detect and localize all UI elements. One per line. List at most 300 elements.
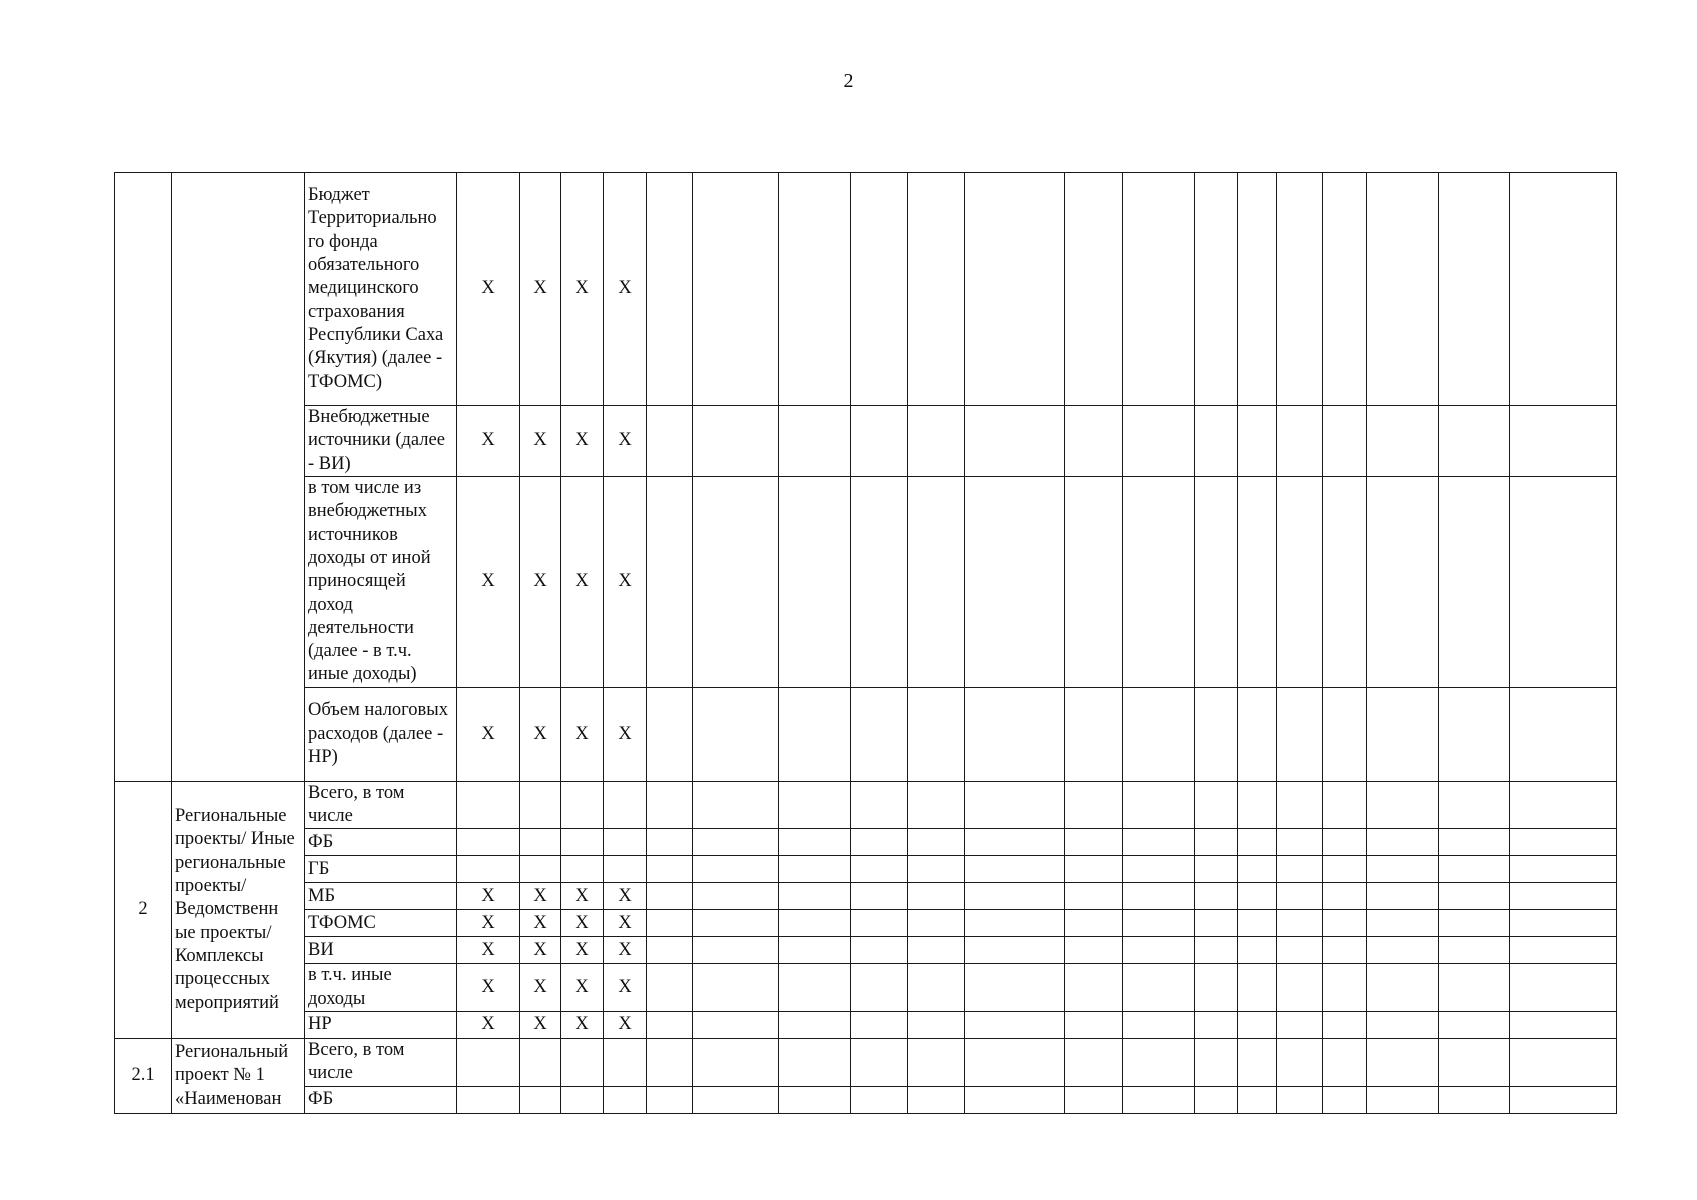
value-cell bbox=[1238, 687, 1277, 781]
value-cell bbox=[779, 781, 851, 829]
value-cell bbox=[1439, 173, 1510, 406]
value-cell bbox=[1510, 910, 1617, 937]
value-cell bbox=[1367, 1039, 1439, 1087]
table-row bbox=[115, 1012, 1617, 1039]
value-cell bbox=[1123, 1086, 1195, 1113]
table-row bbox=[115, 856, 1617, 883]
value-cell bbox=[1065, 883, 1123, 910]
value-cell bbox=[647, 829, 693, 856]
value-cell bbox=[779, 910, 851, 937]
value-cell bbox=[1238, 829, 1277, 856]
value-cell bbox=[1123, 829, 1195, 856]
value-cell bbox=[1323, 476, 1367, 687]
x-mark: X bbox=[561, 910, 604, 937]
value-cell bbox=[908, 406, 965, 477]
x-mark: X bbox=[457, 964, 520, 1012]
value-cell bbox=[1195, 1012, 1238, 1039]
value-cell bbox=[1277, 1086, 1323, 1113]
table-row bbox=[115, 883, 1617, 910]
value-cell bbox=[1367, 856, 1439, 883]
value-cell bbox=[693, 1086, 779, 1113]
value-cell bbox=[604, 781, 647, 829]
value-cell bbox=[1510, 173, 1617, 406]
value-cell bbox=[1323, 781, 1367, 829]
value-cell bbox=[457, 1039, 520, 1087]
value-cell bbox=[520, 856, 561, 883]
x-mark: X bbox=[520, 406, 561, 477]
value-cell bbox=[965, 687, 1065, 781]
value-cell bbox=[693, 406, 779, 477]
value-cell bbox=[908, 829, 965, 856]
value-cell bbox=[1367, 781, 1439, 829]
value-cell bbox=[1323, 883, 1367, 910]
value-cell bbox=[851, 937, 908, 964]
value-cell bbox=[1323, 829, 1367, 856]
value-cell bbox=[908, 781, 965, 829]
value-cell bbox=[1065, 1086, 1123, 1113]
value-cell bbox=[965, 476, 1065, 687]
source-cell: МБ bbox=[305, 883, 457, 910]
value-cell bbox=[908, 910, 965, 937]
value-cell bbox=[1195, 937, 1238, 964]
row-name-2: Региональные проекты/ Иные региональные проекты/ Ведомственн ые проекты/ Комплексы процессных мероприятий bbox=[172, 781, 305, 1038]
value-cell bbox=[647, 476, 693, 687]
x-mark: X bbox=[457, 910, 520, 937]
row-name-cell bbox=[172, 173, 305, 782]
value-cell bbox=[647, 781, 693, 829]
value-cell bbox=[1277, 937, 1323, 964]
value-cell bbox=[1238, 964, 1277, 1012]
value-cell bbox=[851, 856, 908, 883]
value-cell bbox=[1277, 687, 1323, 781]
value-cell bbox=[908, 687, 965, 781]
x-mark: X bbox=[457, 406, 520, 477]
value-cell bbox=[1065, 476, 1123, 687]
value-cell bbox=[965, 1039, 1065, 1087]
value-cell bbox=[1123, 1039, 1195, 1087]
value-cell bbox=[1123, 964, 1195, 1012]
value-cell bbox=[779, 1012, 851, 1039]
value-cell bbox=[965, 781, 1065, 829]
value-cell bbox=[851, 910, 908, 937]
value-cell bbox=[965, 937, 1065, 964]
value-cell bbox=[1065, 964, 1123, 1012]
value-cell bbox=[1065, 173, 1123, 406]
value-cell bbox=[457, 1086, 520, 1113]
value-cell bbox=[693, 687, 779, 781]
value-cell bbox=[1510, 1086, 1617, 1113]
value-cell bbox=[1238, 1012, 1277, 1039]
value-cell bbox=[1510, 937, 1617, 964]
value-cell bbox=[1439, 1039, 1510, 1087]
value-cell bbox=[647, 1039, 693, 1087]
value-cell bbox=[647, 1012, 693, 1039]
value-cell bbox=[1323, 964, 1367, 1012]
value-cell bbox=[965, 1012, 1065, 1039]
value-cell bbox=[1323, 406, 1367, 477]
row-number-2-1: 2.1 bbox=[115, 1039, 172, 1114]
table-row bbox=[115, 937, 1617, 964]
table-row bbox=[115, 781, 1617, 829]
value-cell bbox=[1439, 883, 1510, 910]
x-mark: X bbox=[520, 910, 561, 937]
x-mark: X bbox=[561, 173, 604, 406]
value-cell bbox=[520, 781, 561, 829]
value-cell bbox=[1123, 937, 1195, 964]
value-cell bbox=[457, 781, 520, 829]
value-cell bbox=[1195, 1086, 1238, 1113]
value-cell bbox=[1195, 687, 1238, 781]
value-cell bbox=[1439, 1012, 1510, 1039]
value-cell bbox=[457, 829, 520, 856]
value-cell bbox=[1439, 476, 1510, 687]
value-cell bbox=[779, 964, 851, 1012]
value-cell bbox=[1123, 883, 1195, 910]
x-mark: X bbox=[604, 476, 647, 687]
source-cell: ФБ bbox=[305, 829, 457, 856]
value-cell bbox=[779, 406, 851, 477]
value-cell bbox=[693, 937, 779, 964]
table-row bbox=[115, 1086, 1617, 1113]
value-cell bbox=[1367, 910, 1439, 937]
value-cell bbox=[1277, 1039, 1323, 1087]
value-cell bbox=[1367, 883, 1439, 910]
value-cell bbox=[647, 1086, 693, 1113]
value-cell bbox=[1238, 173, 1277, 406]
value-cell bbox=[1123, 856, 1195, 883]
source-cell-nr: Объем налоговых расходов (далее - НР) bbox=[305, 687, 457, 781]
x-mark: X bbox=[457, 476, 520, 687]
value-cell bbox=[1065, 1012, 1123, 1039]
value-cell bbox=[779, 883, 851, 910]
value-cell bbox=[1195, 406, 1238, 477]
value-cell bbox=[1277, 1012, 1323, 1039]
source-cell: Всего, в том числе bbox=[305, 781, 457, 829]
value-cell bbox=[965, 964, 1065, 1012]
table-row bbox=[115, 910, 1617, 937]
value-cell bbox=[647, 687, 693, 781]
value-cell bbox=[1195, 856, 1238, 883]
value-cell bbox=[1195, 964, 1238, 1012]
value-cell bbox=[1439, 910, 1510, 937]
source-cell: НР bbox=[305, 1012, 457, 1039]
row-number-2: 2 bbox=[115, 781, 172, 1038]
value-cell bbox=[1065, 910, 1123, 937]
value-cell bbox=[1439, 937, 1510, 964]
x-mark: X bbox=[561, 883, 604, 910]
value-cell bbox=[604, 829, 647, 856]
x-mark: X bbox=[561, 406, 604, 477]
value-cell bbox=[693, 910, 779, 937]
x-mark: X bbox=[604, 964, 647, 1012]
value-cell bbox=[1277, 910, 1323, 937]
value-cell bbox=[851, 829, 908, 856]
value-cell bbox=[851, 406, 908, 477]
x-mark: X bbox=[604, 1012, 647, 1039]
value-cell bbox=[1195, 781, 1238, 829]
value-cell bbox=[908, 883, 965, 910]
value-cell bbox=[647, 883, 693, 910]
value-cell bbox=[779, 856, 851, 883]
value-cell bbox=[1439, 856, 1510, 883]
value-cell bbox=[1123, 910, 1195, 937]
value-cell bbox=[1439, 1086, 1510, 1113]
value-cell bbox=[1367, 173, 1439, 406]
value-cell bbox=[520, 829, 561, 856]
value-cell bbox=[1277, 883, 1323, 910]
value-cell bbox=[965, 173, 1065, 406]
x-mark: X bbox=[520, 687, 561, 781]
x-mark: X bbox=[520, 964, 561, 1012]
value-cell bbox=[965, 1086, 1065, 1113]
value-cell bbox=[1277, 856, 1323, 883]
value-cell bbox=[647, 937, 693, 964]
value-cell bbox=[561, 829, 604, 856]
x-mark: X bbox=[604, 937, 647, 964]
value-cell bbox=[1510, 476, 1617, 687]
value-cell bbox=[561, 1039, 604, 1087]
value-cell bbox=[1323, 687, 1367, 781]
source-cell: ТФОМС bbox=[305, 910, 457, 937]
value-cell bbox=[1238, 1086, 1277, 1113]
value-cell bbox=[647, 173, 693, 406]
x-mark: X bbox=[561, 937, 604, 964]
value-cell bbox=[1195, 476, 1238, 687]
value-cell bbox=[1195, 173, 1238, 406]
value-cell bbox=[693, 173, 779, 406]
value-cell bbox=[965, 910, 1065, 937]
value-cell bbox=[693, 883, 779, 910]
x-mark: X bbox=[604, 687, 647, 781]
value-cell bbox=[693, 1012, 779, 1039]
table-row bbox=[115, 829, 1617, 856]
value-cell bbox=[1510, 1012, 1617, 1039]
source-cell: ГБ bbox=[305, 856, 457, 883]
value-cell bbox=[851, 1086, 908, 1113]
value-cell bbox=[1123, 1012, 1195, 1039]
value-cell bbox=[1367, 687, 1439, 781]
value-cell bbox=[779, 829, 851, 856]
value-cell bbox=[779, 173, 851, 406]
value-cell bbox=[908, 476, 965, 687]
value-cell bbox=[1323, 1039, 1367, 1087]
source-cell-other-income: в том числе из внебюджетных источников доходы от иной приносящей доход деятельности (далее - в т.ч. иные доходы) bbox=[305, 476, 457, 687]
value-cell bbox=[1510, 829, 1617, 856]
value-cell bbox=[1323, 856, 1367, 883]
value-cell bbox=[1367, 937, 1439, 964]
value-cell bbox=[520, 1039, 561, 1087]
value-cell bbox=[1195, 910, 1238, 937]
x-mark: X bbox=[520, 476, 561, 687]
value-cell bbox=[1065, 406, 1123, 477]
value-cell bbox=[1510, 1039, 1617, 1087]
value-cell bbox=[1238, 781, 1277, 829]
value-cell bbox=[851, 883, 908, 910]
value-cell bbox=[851, 687, 908, 781]
value-cell bbox=[965, 829, 1065, 856]
value-cell bbox=[1367, 406, 1439, 477]
source-cell-tfoms: Бюджет Территориально го фонда обязательного медицинского страхования Республики Саха (Якутия) (далее - ТФОМС) bbox=[305, 173, 457, 406]
x-mark: X bbox=[520, 173, 561, 406]
x-mark: X bbox=[520, 883, 561, 910]
value-cell bbox=[1195, 829, 1238, 856]
x-mark: X bbox=[520, 1012, 561, 1039]
value-cell bbox=[965, 883, 1065, 910]
value-cell bbox=[1367, 1012, 1439, 1039]
table-row bbox=[115, 964, 1617, 1012]
value-cell bbox=[647, 910, 693, 937]
value-cell bbox=[1065, 829, 1123, 856]
value-cell bbox=[1439, 781, 1510, 829]
value-cell bbox=[779, 1086, 851, 1113]
value-cell bbox=[1439, 829, 1510, 856]
value-cell bbox=[647, 406, 693, 477]
source-cell: Всего, в том числе bbox=[305, 1039, 457, 1087]
value-cell bbox=[779, 476, 851, 687]
value-cell bbox=[1439, 406, 1510, 477]
value-cell bbox=[908, 173, 965, 406]
value-cell bbox=[561, 1086, 604, 1113]
budget-table bbox=[114, 172, 1617, 1114]
row-number-cell bbox=[115, 173, 172, 782]
source-cell: ФБ bbox=[305, 1086, 457, 1113]
value-cell bbox=[693, 856, 779, 883]
value-cell bbox=[1439, 687, 1510, 781]
row-name-2-1: Региональный проект № 1 «Наименован bbox=[172, 1039, 305, 1114]
value-cell bbox=[1238, 937, 1277, 964]
x-mark: X bbox=[457, 1012, 520, 1039]
table-row bbox=[115, 406, 1617, 477]
value-cell bbox=[604, 1039, 647, 1087]
table-row bbox=[115, 476, 1617, 687]
value-cell bbox=[1065, 781, 1123, 829]
value-cell bbox=[1065, 937, 1123, 964]
value-cell bbox=[1065, 856, 1123, 883]
value-cell bbox=[1065, 687, 1123, 781]
value-cell bbox=[604, 856, 647, 883]
value-cell bbox=[1238, 910, 1277, 937]
value-cell bbox=[1277, 173, 1323, 406]
value-cell bbox=[779, 687, 851, 781]
value-cell bbox=[1367, 1086, 1439, 1113]
value-cell bbox=[908, 856, 965, 883]
value-cell bbox=[965, 406, 1065, 477]
value-cell bbox=[1323, 910, 1367, 937]
value-cell bbox=[908, 937, 965, 964]
value-cell bbox=[604, 1086, 647, 1113]
value-cell bbox=[851, 964, 908, 1012]
x-mark: X bbox=[520, 937, 561, 964]
x-mark: X bbox=[604, 910, 647, 937]
value-cell bbox=[1238, 406, 1277, 477]
value-cell bbox=[1277, 476, 1323, 687]
page-number: 2 bbox=[843, 70, 854, 92]
value-cell bbox=[1510, 964, 1617, 1012]
value-cell bbox=[1277, 781, 1323, 829]
table-row bbox=[115, 1039, 1617, 1087]
value-cell bbox=[693, 1039, 779, 1087]
x-mark: X bbox=[604, 883, 647, 910]
value-cell bbox=[1277, 829, 1323, 856]
x-mark: X bbox=[457, 173, 520, 406]
value-cell bbox=[647, 856, 693, 883]
x-mark: X bbox=[604, 173, 647, 406]
value-cell bbox=[1510, 406, 1617, 477]
value-cell bbox=[1123, 173, 1195, 406]
value-cell bbox=[908, 1086, 965, 1113]
value-cell bbox=[1510, 781, 1617, 829]
value-cell bbox=[1238, 856, 1277, 883]
x-mark: X bbox=[561, 687, 604, 781]
x-mark: X bbox=[457, 883, 520, 910]
x-mark: X bbox=[561, 476, 604, 687]
value-cell bbox=[1238, 1039, 1277, 1087]
value-cell bbox=[1195, 883, 1238, 910]
x-mark: X bbox=[457, 937, 520, 964]
value-cell bbox=[1367, 476, 1439, 687]
value-cell bbox=[1277, 964, 1323, 1012]
value-cell bbox=[1323, 937, 1367, 964]
value-cell bbox=[1195, 1039, 1238, 1087]
x-mark: X bbox=[561, 964, 604, 1012]
value-cell bbox=[1323, 1012, 1367, 1039]
value-cell bbox=[647, 964, 693, 1012]
value-cell bbox=[1439, 964, 1510, 1012]
value-cell bbox=[693, 781, 779, 829]
value-cell bbox=[1238, 883, 1277, 910]
value-cell bbox=[1065, 1039, 1123, 1087]
value-cell bbox=[1323, 173, 1367, 406]
value-cell bbox=[561, 856, 604, 883]
value-cell bbox=[693, 476, 779, 687]
value-cell bbox=[1123, 476, 1195, 687]
value-cell bbox=[1510, 883, 1617, 910]
value-cell bbox=[908, 1012, 965, 1039]
value-cell bbox=[908, 964, 965, 1012]
value-cell bbox=[561, 781, 604, 829]
value-cell bbox=[1277, 406, 1323, 477]
value-cell bbox=[851, 1012, 908, 1039]
table-row bbox=[115, 687, 1617, 781]
value-cell bbox=[1367, 964, 1439, 1012]
table-row bbox=[115, 173, 1617, 406]
source-cell: в т.ч. иные доходы bbox=[305, 964, 457, 1012]
value-cell bbox=[693, 829, 779, 856]
value-cell bbox=[1510, 687, 1617, 781]
value-cell bbox=[1238, 476, 1277, 687]
value-cell bbox=[1510, 856, 1617, 883]
value-cell bbox=[693, 964, 779, 1012]
value-cell bbox=[1123, 406, 1195, 477]
source-cell-vi: Внебюджетные источники (далее - ВИ) bbox=[305, 406, 457, 477]
value-cell bbox=[908, 1039, 965, 1087]
value-cell bbox=[1367, 829, 1439, 856]
value-cell bbox=[851, 476, 908, 687]
value-cell bbox=[851, 781, 908, 829]
value-cell bbox=[1123, 781, 1195, 829]
value-cell bbox=[779, 937, 851, 964]
value-cell bbox=[1323, 1086, 1367, 1113]
value-cell bbox=[1123, 687, 1195, 781]
x-mark: X bbox=[457, 687, 520, 781]
x-mark: X bbox=[561, 1012, 604, 1039]
value-cell bbox=[520, 1086, 561, 1113]
source-cell: ВИ bbox=[305, 937, 457, 964]
x-mark: X bbox=[604, 406, 647, 477]
value-cell bbox=[851, 1039, 908, 1087]
value-cell bbox=[965, 856, 1065, 883]
value-cell bbox=[457, 856, 520, 883]
